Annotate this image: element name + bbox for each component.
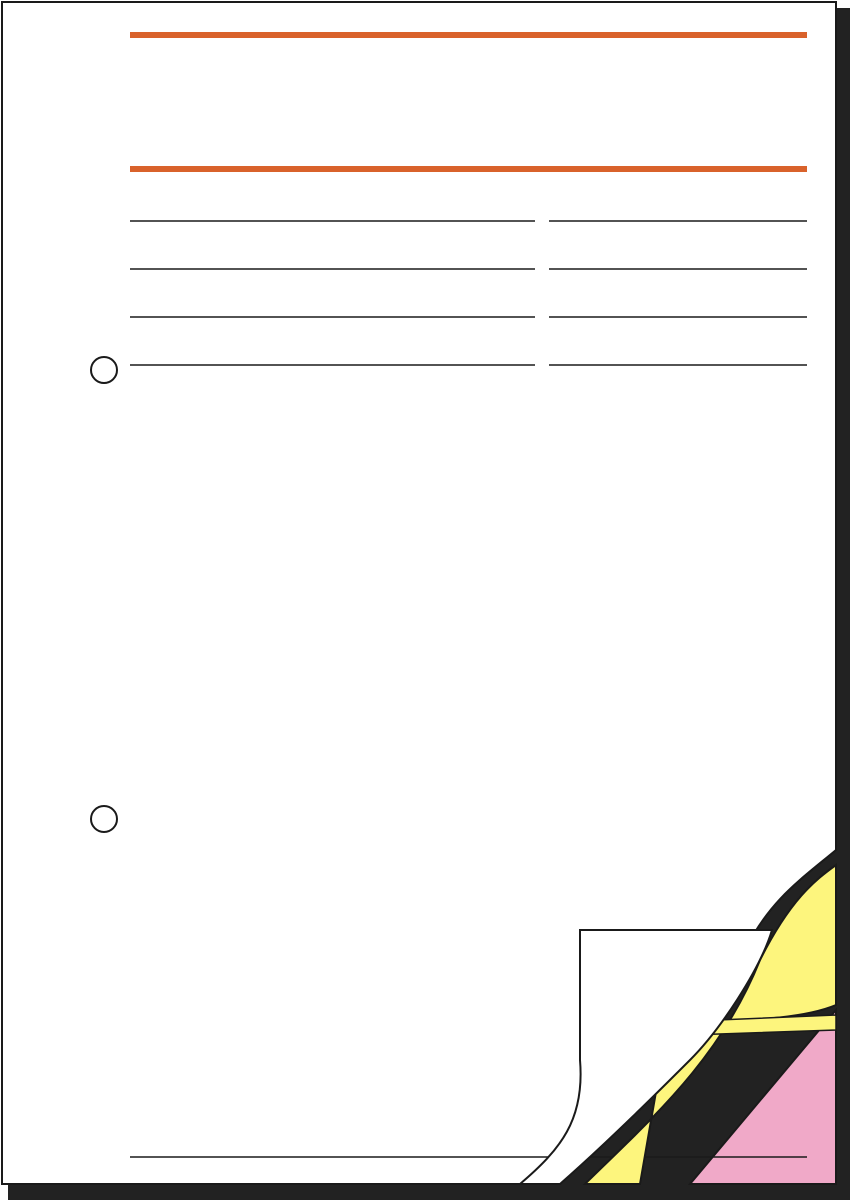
header-accent-bar: [130, 32, 807, 38]
section-accent-bar: [130, 166, 807, 172]
